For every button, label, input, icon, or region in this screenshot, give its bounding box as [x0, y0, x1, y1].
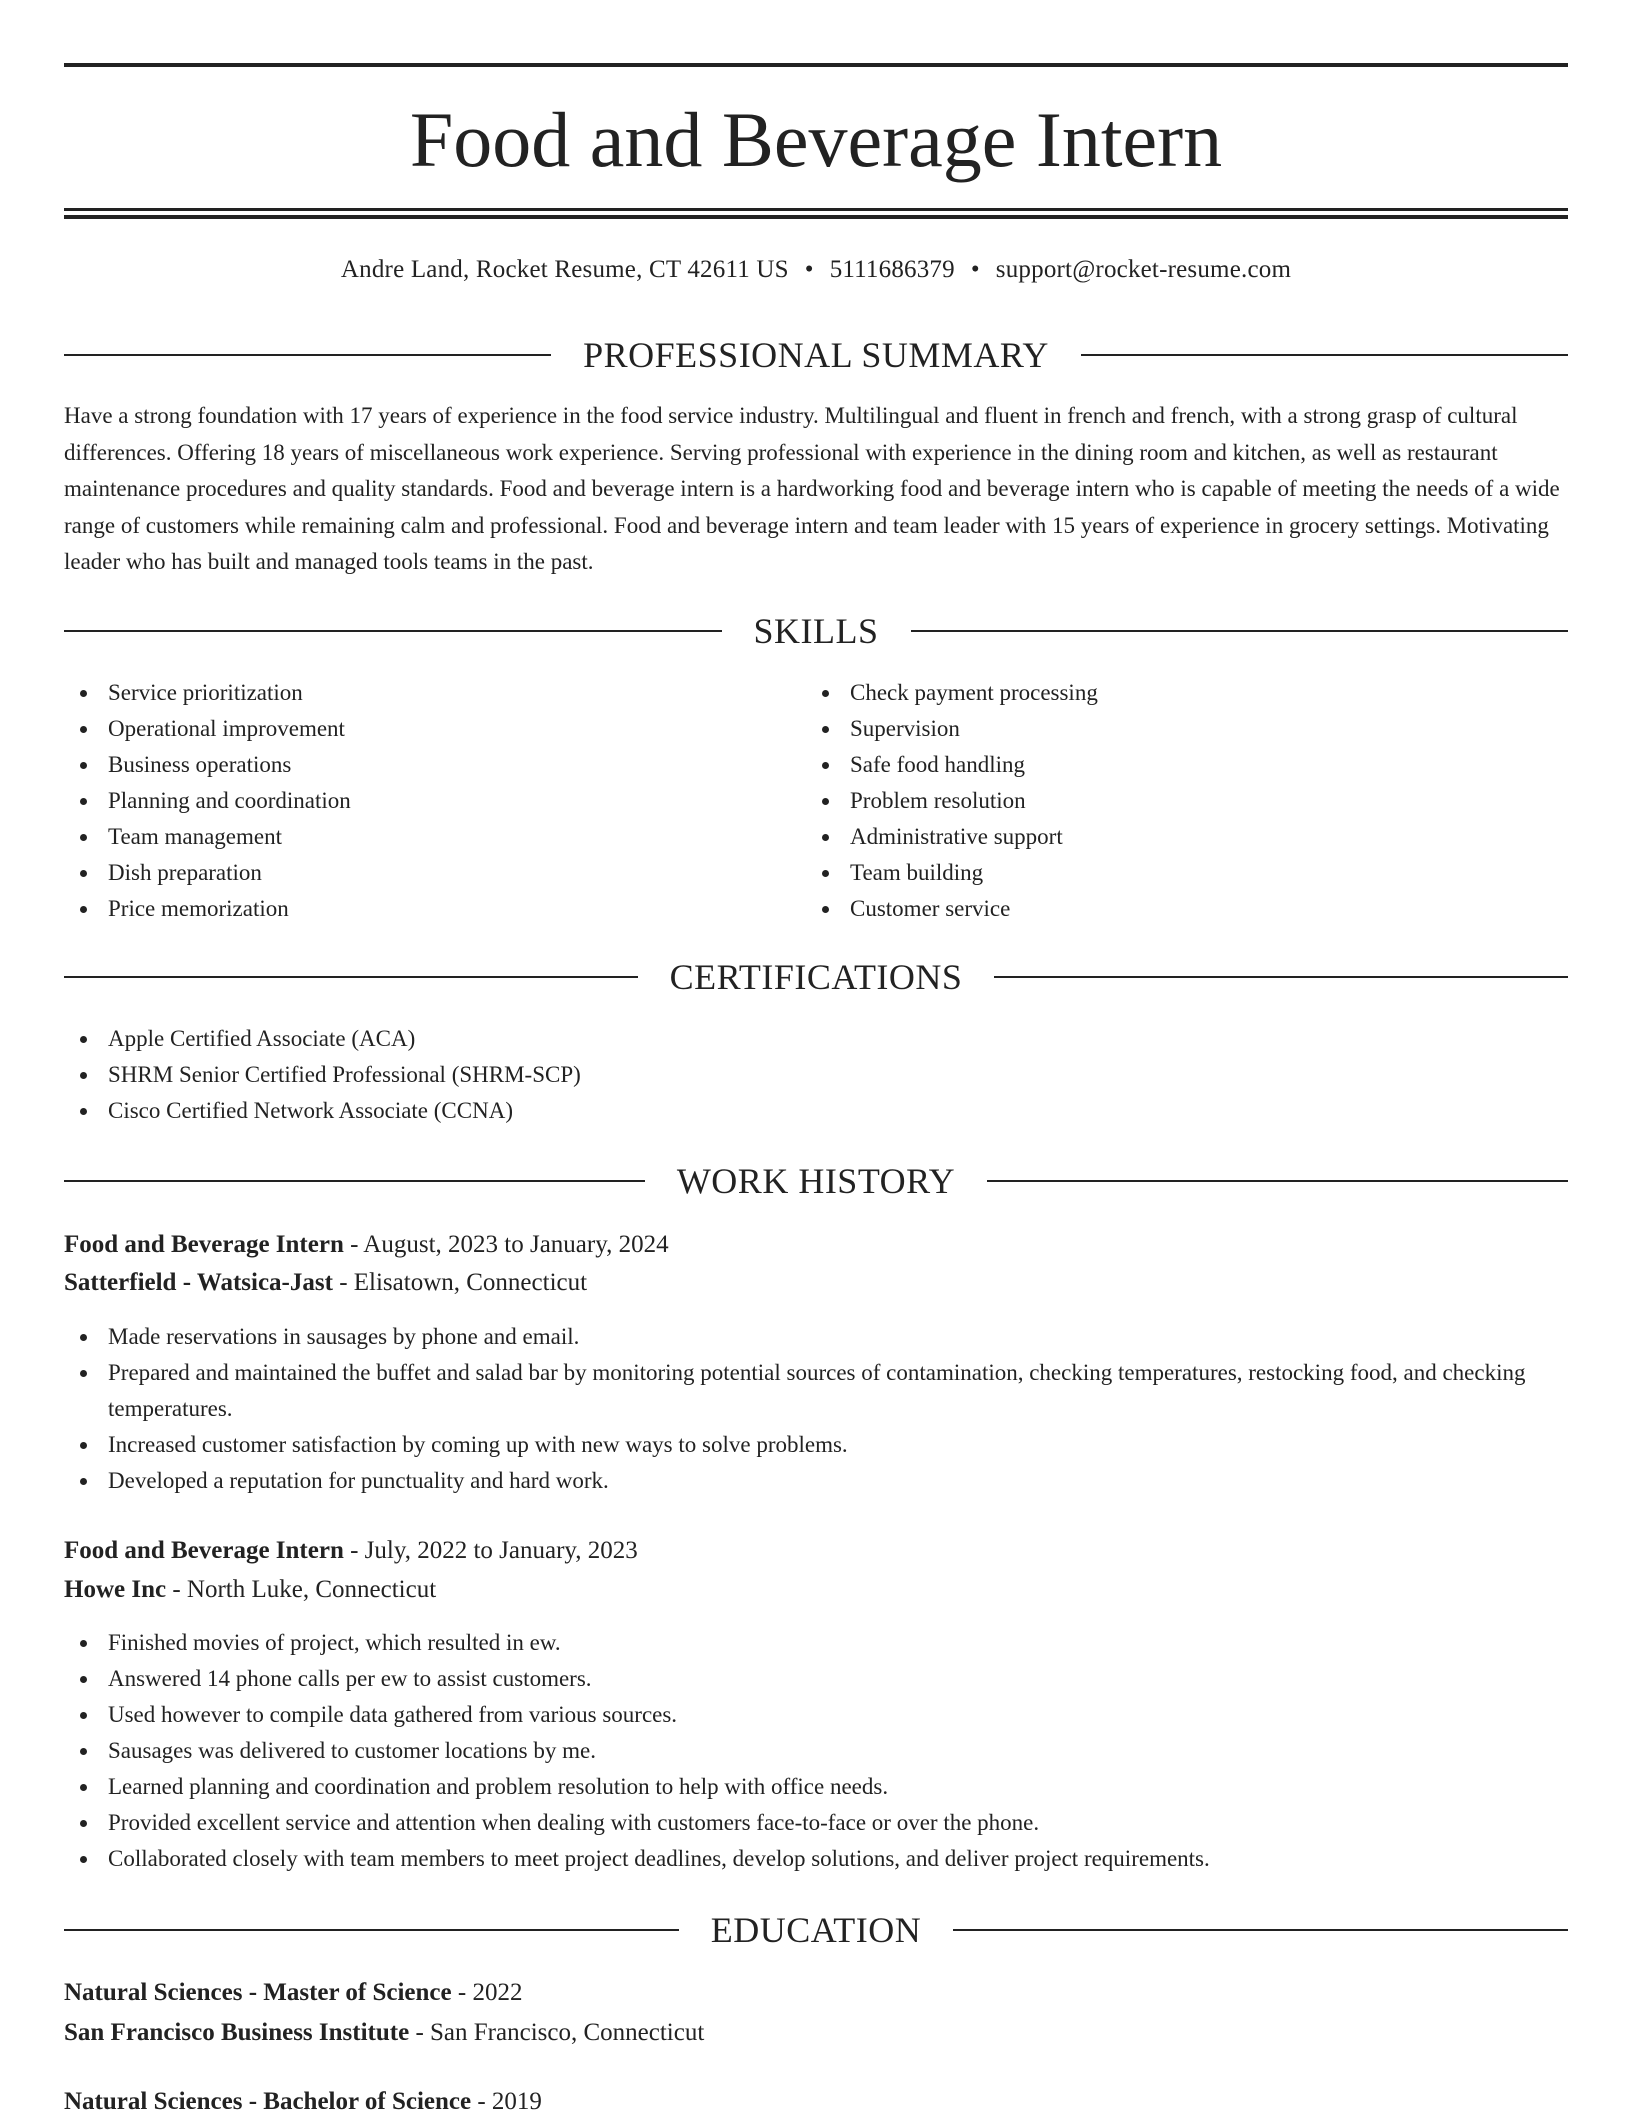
skills-list-left — [64, 675, 806, 927]
header-double-rule-upper — [64, 208, 1568, 211]
heading-rule-left — [64, 976, 638, 978]
section-heading-skills — [64, 609, 1568, 653]
education-school: San Francisco Business Institute — [64, 2019, 410, 2046]
heading-rule-left — [64, 630, 722, 632]
skill-item: Safe food handling — [806, 747, 1568, 783]
section-heading-education — [64, 1908, 1568, 1952]
skill-item: Team management — [64, 819, 806, 855]
section-title: CERTIFICATIONS — [669, 957, 963, 997]
job-title-line — [64, 1532, 1568, 1570]
education-degree-line — [64, 2083, 1568, 2121]
job-title: Food and Beverage Intern — [64, 1231, 344, 1258]
job-title-line — [64, 1226, 1568, 1264]
skill-item: Service prioritization — [64, 675, 806, 711]
skill-item: Price memorization — [64, 891, 806, 927]
contact-line — [64, 253, 1568, 287]
education-location: - San Francisco, Connecticut — [409, 2019, 705, 2046]
heading-rule-right — [953, 1929, 1568, 1931]
section-title: PROFESSIONAL SUMMARY — [583, 335, 1049, 375]
job-company: Satterfield - Watsica-Jast — [64, 1269, 333, 1296]
header-double-rule-lower — [64, 215, 1568, 219]
skill-item: Dish preparation — [64, 855, 806, 891]
job-duties-list — [64, 1319, 1568, 1499]
education-year: - 2019 — [471, 2088, 542, 2115]
header-top-rule — [64, 63, 1568, 67]
job-location: - Elisatown, Connecticut — [332, 1269, 588, 1296]
job-duty-item: Used however to compile data gathered from various sources. — [64, 1697, 1568, 1733]
heading-rule-left — [64, 354, 551, 356]
heading-rule-right — [1081, 354, 1568, 356]
section-heading-summary — [64, 333, 1568, 377]
certifications-list — [64, 1021, 1568, 1129]
job-duty-item: Sausages was delivered to customer locations by me. — [64, 1733, 1568, 1769]
section-title: WORK HISTORY — [676, 1161, 956, 1201]
skill-item: Problem resolution — [806, 783, 1568, 819]
section-heading-work-history — [64, 1159, 1568, 1203]
certification-item: Cisco Certified Network Associate (CCNA) — [64, 1093, 1568, 1129]
section-heading-certifications — [64, 955, 1568, 999]
education-school-line — [64, 2014, 1568, 2052]
job-company-line — [64, 1264, 1568, 1302]
contact-separator: • — [970, 256, 980, 283]
heading-rule-right — [987, 1180, 1568, 1182]
job-dates: - July, 2022 to January, 2023 — [343, 1537, 638, 1564]
certification-item: Apple Certified Associate (ACA) — [64, 1021, 1568, 1057]
skill-item: Supervision — [806, 711, 1568, 747]
skill-item: Team building — [806, 855, 1568, 891]
heading-rule-left — [64, 1929, 679, 1931]
heading-rule-right — [994, 976, 1568, 978]
section-title: EDUCATION — [710, 1910, 922, 1950]
skill-item: Administrative support — [806, 819, 1568, 855]
resume-title: Food and Beverage Intern — [409, 96, 1223, 183]
job-company: Howe Inc — [64, 1576, 167, 1603]
job-location: - North Luke, Connecticut — [166, 1576, 437, 1603]
education-degree: Natural Sciences - Bachelor of Science — [64, 2088, 472, 2115]
section-title: SKILLS — [753, 611, 879, 651]
certification-item: SHRM Senior Certified Professional (SHRM-SCP) — [64, 1057, 1568, 1093]
contact-phone: 5111686379 — [829, 256, 955, 283]
job-dates: - August, 2023 to January, 2024 — [343, 1231, 669, 1258]
job-duty-item: Collaborated closely with team members to meet project deadlines, develop solutions, and deliver project requirements. — [64, 1841, 1568, 1877]
job-company-line — [64, 1571, 1568, 1609]
summary-paragraph: Have a strong foundation with 17 years of experience in the food service industry. Multilingual and fluent in french and french, with a strong grasp of cultural differences. Offering 18 years of miscellaneous work experience. Serving professional with experience in the dining room and kitchen, as well as restaurant maintenance procedures and quality standards. Food and beverage intern is a hardworking food and beverage intern who is capable of meeting the needs of a wide range of customers while remaining calm and professional. Food and beverage intern and team leader with 15 years of experience in grocery settings. Motivating leader who has built and managed tools teams in the past. — [64, 403, 1560, 574]
job-duty-item: Developed a reputation for punctuality and hard work. — [64, 1463, 1568, 1499]
job-duty-item: Increased customer satisfaction by coming up with new ways to solve problems. — [64, 1427, 1568, 1463]
heading-rule-left — [64, 1180, 645, 1182]
heading-rule-right — [911, 630, 1569, 632]
contact-address: Andre Land, Rocket Resume, CT 42611 US — [340, 256, 789, 283]
contact-separator: • — [804, 256, 814, 283]
job-duties-list — [64, 1625, 1568, 1877]
education-degree-line — [64, 1974, 1568, 2012]
job-duty-item: Provided excellent service and attention when dealing with customers face-to-face or over the phone. — [64, 1805, 1568, 1841]
job-title: Food and Beverage Intern — [64, 1537, 344, 1564]
job-duty-item: Learned planning and coordination and problem resolution to help with office needs. — [64, 1769, 1568, 1805]
skill-item: Customer service — [806, 891, 1568, 927]
skill-item: Operational improvement — [64, 711, 806, 747]
job-duty-item: Made reservations in sausages by phone and email. — [64, 1319, 1568, 1355]
skill-item: Business operations — [64, 747, 806, 783]
education-year: - 2022 — [451, 1979, 523, 2006]
job-duty-item: Finished movies of project, which resulted in ew. — [64, 1625, 1568, 1661]
skill-item: Planning and coordination — [64, 783, 806, 819]
skills-list-right — [806, 675, 1568, 927]
job-duty-item: Prepared and maintained the buffet and salad bar by monitoring potential sources of contamination, checking temperatures, restocking food, and checking temperatures. — [64, 1355, 1568, 1427]
education-degree: Natural Sciences - Master of Science — [64, 1979, 452, 2006]
job-duty-item: Answered 14 phone calls per ew to assist customers. — [64, 1661, 1568, 1697]
contact-email: support@rocket-resume.com — [995, 256, 1292, 283]
skill-item: Check payment processing — [806, 675, 1568, 711]
